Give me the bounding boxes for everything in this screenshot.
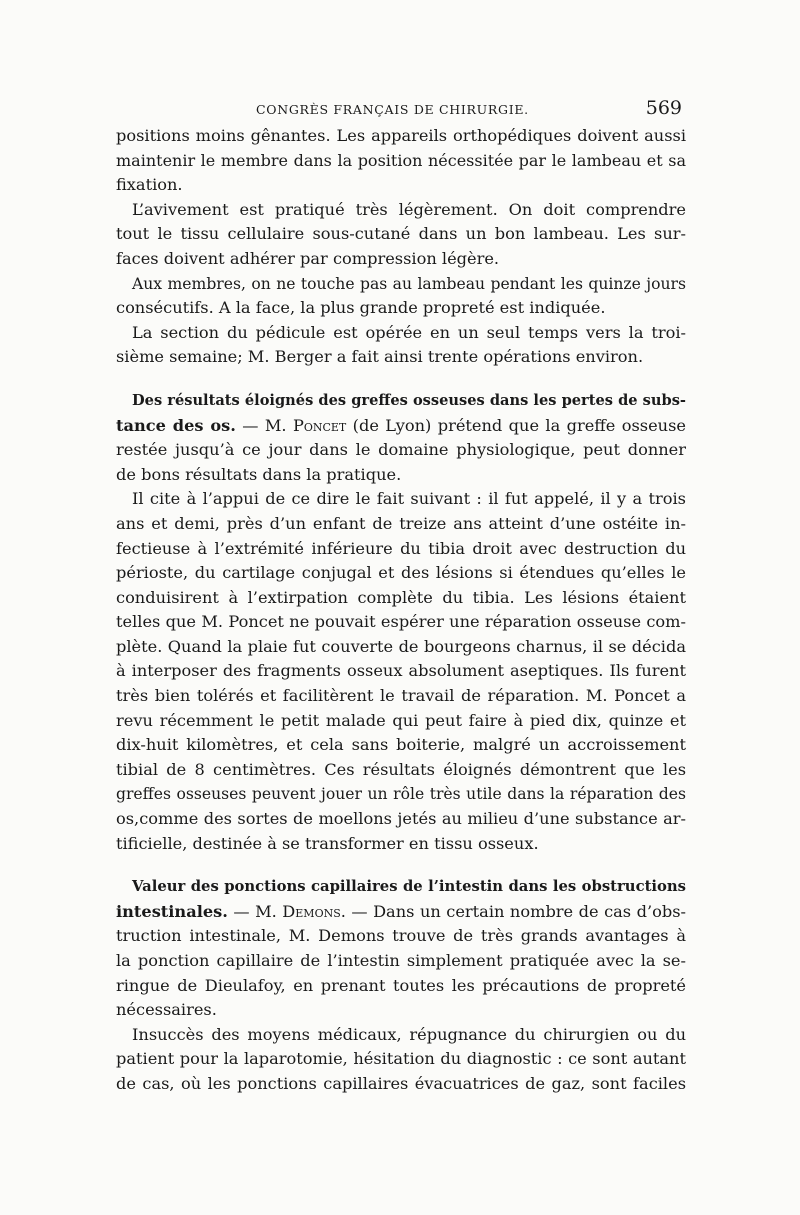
text-line: à interposer des fragments osseux absolument aseptiques. Ils furent [116,661,686,681]
text-line: consécutifs. A la face, la plus grande propreté est indiquée. [116,298,606,318]
paragraph [116,321,686,370]
text-line: périoste, du cartilage conjugal et des lésions si étendues qu’elles le [116,563,686,583]
text-line [116,414,686,439]
dash-separator: — M. [227,901,283,921]
page-number: 569 [645,97,682,119]
text-line: Il cite à l’appui de ce dire le fait suivant : il fut appelé, il y a trois [132,489,686,509]
text-line: de cas, où les ponctions capillaires évacuatrices de gaz, sont faciles [116,1073,686,1093]
text-line: fectieuse à l’extrémité inférieure du tibia droit avec destruction du [116,538,686,558]
section-heading-end: tance des os. [116,415,236,435]
text-line: tout le tissu cellulaire sous-cutané dans un bon lambeau. Les sur- [116,224,686,244]
section-spacer [116,370,686,389]
text-line: de bons résultats dans la pratique. [116,464,402,484]
text-line: faces doivent adhérer par compression légère. [116,248,500,268]
text-line: nécessaires. [116,1000,217,1020]
text-line: L’avivement est pratiqué très légèrement. On doit comprendre [132,199,686,219]
text-line: tificielle, destinée à se transformer en tissu osseux. [116,833,539,853]
text-line: greffes osseuses peuvent jouer un rôle très utile dans la réparation des [116,785,686,804]
text-line: Aux membres, on ne touche pas au lambeau pendant les quinze jours [132,274,686,293]
text-line: restée jusqu’à ce jour dans le domaine physiologique, peut donner [116,440,686,460]
text-line: truction intestinale, M. Demons trouve de très grands avantages à [116,926,686,946]
text-line: la ponction capillaire de l’intestin simplement pratiquée avec la se- [116,951,686,970]
paragraph [116,124,686,198]
text-line: ans et demi, près d’un enfant de treize ans atteint d’une ostéite in- [116,513,686,533]
paragraph [116,272,686,321]
text-line: positions moins gênantes. Les appareils orthopédiques doivent aussi [116,126,686,145]
text-line: conduisirent à l’extirpation complète du tibia. Les lésions étaient [116,587,686,607]
dash-separator: — M. [235,415,293,435]
section-capillary-punctures [116,875,686,1096]
text-line: fixation. [116,175,183,195]
heading-continuation: (de Lyon) prétend que la greffe osseuse [346,415,686,435]
page-header [116,97,686,121]
text-line: La section du pédicule est opérée en un seul temps vers la troi- [132,322,686,342]
section-bone-grafts [116,389,686,856]
text-line: maintenir le membre dans la position nécessitée par le lambeau et sa [116,150,686,170]
heading-continuation: . — Dans un certain nombre de cas d’obs- [340,901,686,921]
running-title: CONGRÈS FRANÇAIS DE CHIRURGIE. [256,102,529,117]
text-line: sième semaine; M. Berger a fait ainsi trente opérations environ. [116,347,644,367]
text-line: très bien tolérés et facilitèrent le travail de réparation. M. Poncet a [116,686,686,706]
text-line [116,900,686,925]
author-name: Demons [282,901,341,921]
text-line: telles que M. Poncet ne pouvait espérer une réparation osseuse com- [116,612,686,632]
section-heading-end: intestinales. [116,901,228,921]
text-line: dix-huit kilomètres, et cela sans boiterie, malgré un accroissement [116,735,686,755]
text-line: ringue de Dieulafoy, en prenant toutes les précautions de propreté [116,975,686,995]
paragraph [116,198,686,272]
text-line: os,comme des sortes de moellons jetés au milieu d’une substance ar- [116,809,686,829]
section-heading: Valeur des ponctions capillaires de l’intestin dans les obstructions [132,878,686,896]
author-name: Poncet [292,415,347,435]
text-line: patient pour la laparotomie, hésitation du diagnostic : ce sont autant [116,1049,686,1069]
text-line: plète. Quand la plaie fut couverte de bourgeons charnus, il se décida [116,636,686,656]
section-heading: Des résultats éloignés des greffes osseuses dans les pertes de subs- [132,391,686,409]
text-line: revu récemment le petit malade qui peut faire à pied dix, quinze et [116,710,686,730]
text-line: tibial de 8 centimètres. Ces résultats éloignés démontrent que les [116,759,686,779]
section-spacer [116,856,686,875]
text-line: Insuccès des moyens médicaux, répugnance du chirurgien ou du [132,1024,686,1044]
page-body [116,124,686,1097]
